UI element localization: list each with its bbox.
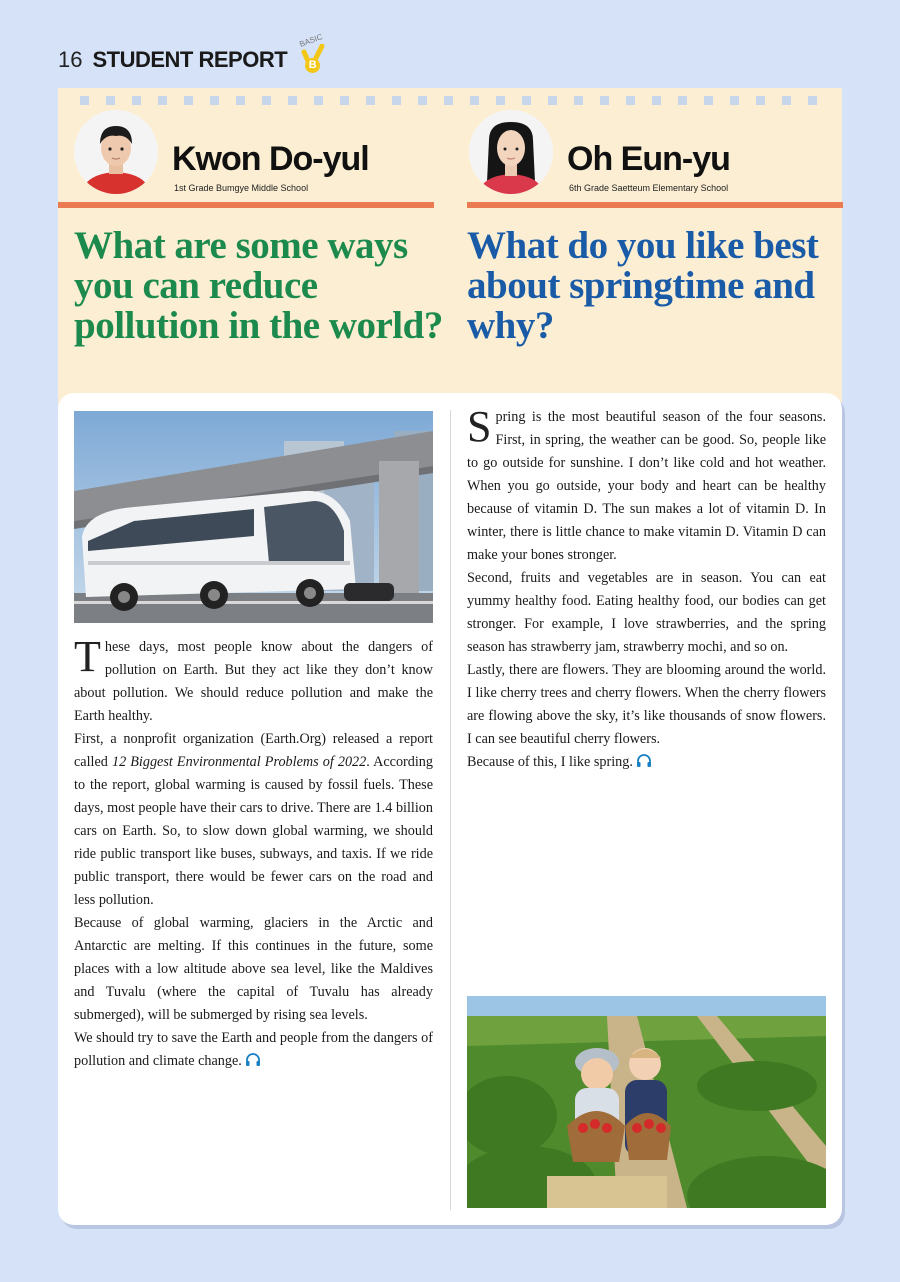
bus-photo xyxy=(74,411,433,623)
right-accent-rule xyxy=(467,202,843,208)
student-name: Oh Eun-yu xyxy=(567,140,730,178)
badge-level-label: BASIC xyxy=(298,32,325,49)
paragraph: First, a nonprofit organization (Earth.Org) released a report called 12 Biggest Environmental Problems of 2022. According to the report, global warming is caused by fossil fuels. These days, most people have their cars to drive. There are 1.4 billion cars on Earth. So, to slow down global warming, we should ride public transport like buses, subways, and taxis. If we ride public transport, there would be fewer cars on the road and less pollution. xyxy=(74,731,433,908)
student-name: Kwon Do-yul xyxy=(172,140,369,178)
headphones-icon[interactable] xyxy=(245,1053,261,1067)
boy-portrait-icon xyxy=(74,110,158,194)
paragraph: Second, fruits and vegetables are in season. You can eat yummy healthy food. Eating healthy food, our bodies can get stronger. For example, I love strawberries, and the spring season has strawberry jam, strawberry mochi, and so on. xyxy=(467,570,826,655)
paragraph: Spring is the most beautiful season of the four seasons. First, in spring, the weather can be good. So, people like to go outside for sunshine. I don’t like cold and hot weather. When you go outside, your body and heart can be healthy because of vitamin D. The sun makes a lot of vitamin D. In winter, there is little chance to make vitamin D. Vitamin D can make your bones stronger. xyxy=(467,402,826,563)
paragraph: Because of global warming, glaciers in the Arctic and Antarctic are melting. If this continues in the future, some places with a low altitude above sea level, like the Maldives and Tuvalu (where the capital of Tuvalu has already submerged), will be submerged by rising sea levels. xyxy=(74,915,433,1023)
page-header xyxy=(58,32,327,80)
strawberry-field-photo xyxy=(467,996,826,1208)
left-accent-rule xyxy=(58,202,434,208)
headphones-icon[interactable] xyxy=(636,754,652,768)
level-badge xyxy=(297,32,327,80)
student-school: 1st Grade Bumgye Middle School xyxy=(174,183,309,193)
drop-cap: T xyxy=(74,632,101,681)
drop-cap: S xyxy=(467,402,492,451)
right-article-body xyxy=(467,402,826,774)
left-article-body xyxy=(74,632,433,1073)
paragraph: Lastly, there are flowers. They are blooming around the world. I like cherry trees and cherry flowers. When the cherry flowers are flowing above the sky, it’s like thousands of snow flowers. I can see beautiful cherry flowers. xyxy=(467,662,826,747)
section-title: STUDENT REPORT xyxy=(92,47,288,72)
left-question-heading: What are some ways you can reduce pollution in the world? xyxy=(74,224,443,347)
right-student-profile xyxy=(467,110,843,210)
avatar xyxy=(469,110,553,194)
paragraph: These days, most people know about the dangers of pollution on Earth. But they act like they don’t know about pollution. We should reduce pollution and make the Earth healthy. xyxy=(74,632,433,724)
left-student-profile xyxy=(58,110,434,210)
paragraph: We should try to save the Earth and people from the dangers of pollution and climate change. xyxy=(74,1030,433,1069)
badge-letter: B xyxy=(305,58,320,73)
student-school: 6th Grade Saetteum Elementary School xyxy=(569,183,729,193)
column-divider xyxy=(450,410,451,1210)
children-strawberry-image-icon xyxy=(467,996,826,1208)
paragraph: Because of this, I like spring. xyxy=(467,751,826,774)
report-title: 12 Biggest Environmental Problems of 2022 xyxy=(111,754,367,770)
bus-image-icon xyxy=(74,411,433,623)
avatar xyxy=(74,110,158,194)
decorative-dots xyxy=(80,96,820,105)
page-number: 16 xyxy=(58,47,83,72)
girl-portrait-icon xyxy=(469,110,553,194)
right-question-heading: What do you like best about springtime and why? xyxy=(467,224,819,347)
